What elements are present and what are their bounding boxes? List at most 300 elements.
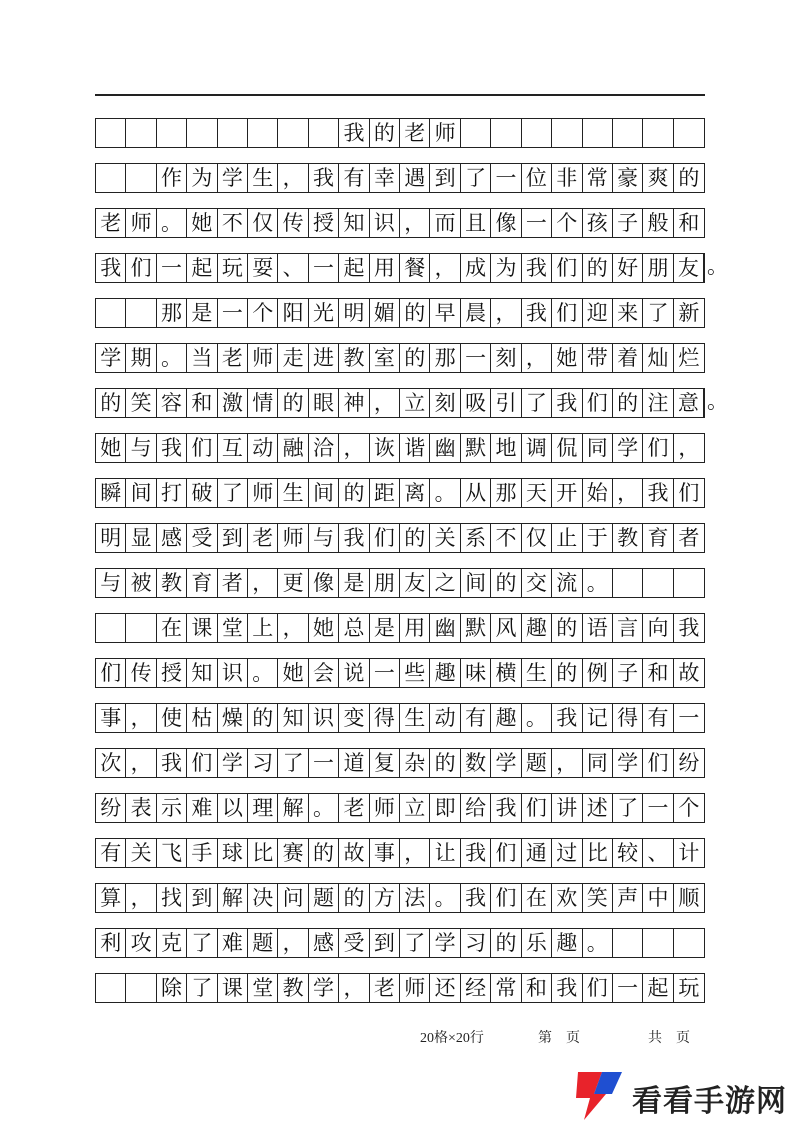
grid-cell: 我 [157,434,187,462]
grid-cell: 的 [248,704,278,732]
grid-cell: 学 [218,164,248,192]
grid-cell: 趣 [430,659,460,687]
grid-cell: 述 [583,794,613,822]
grid-cell: 数 [461,749,491,777]
grid-cell: 的 [400,524,430,552]
grid-cell: 的 [370,119,400,147]
grid-cell: 那 [157,299,187,327]
grid-cell: 从 [461,479,491,507]
grid-cell: 生 [400,704,430,732]
grid-cell [278,119,308,147]
grid-cell [674,569,704,597]
grid-cell: 们 [491,839,521,867]
grid-cell: 的 [613,389,643,417]
grid-cell: 成 [461,254,491,282]
page-number-label: 第 页 [538,1031,580,1046]
grid-cell: 理 [248,794,278,822]
grid-cell: 。 [157,209,187,237]
grid-row [95,208,705,238]
grid-cell: 眼 [309,389,339,417]
grid-cell: 会 [309,659,339,687]
grid-cell: 明 [96,524,126,552]
grid-cell: 题 [309,884,339,912]
grid-cell: 表 [126,794,156,822]
grid-cell [491,119,521,147]
grid-cell: 欢 [552,884,582,912]
grid-cell: 系 [461,524,491,552]
grid-cell: 们 [522,794,552,822]
grid-cell: 教 [278,974,308,1002]
grid-cell: 的 [583,254,613,282]
grid-cell: 、 [643,839,673,867]
grid-cell: 为 [491,254,521,282]
grid-cell: 了 [187,929,217,957]
grid-row [95,793,705,823]
grid-cell: 我 [678,615,700,640]
grid-cell: 是 [339,569,369,597]
grid-cell: 期 [126,344,156,372]
grid-cell: 起 [339,254,369,282]
grid-cell: 间 [461,569,491,597]
grid-cell: 感 [157,524,187,552]
grid-cell: 晨 [461,299,491,327]
grid-cell: 友 [400,569,430,597]
grid-cell: 幽 [430,614,460,642]
grid-cell: 止 [552,524,582,552]
grid-cell: 幽 [430,434,460,462]
grid-cell: 们 [552,299,582,327]
grid-cell: 作 [157,164,187,192]
grid-cell: 立 [400,794,430,822]
grid-cell: 趣 [552,929,582,957]
grid-cell: 记 [583,704,613,732]
grid-cell: 总 [339,614,369,642]
grid-cell: 球 [218,839,248,867]
grid-cell: 我 [339,524,369,552]
grid-cell: 。 [430,884,460,912]
grid-cell: 育 [187,569,217,597]
grid-cell: 像 [309,569,339,597]
grid-spec: 20格×20行 [420,1031,484,1046]
grid-cell [674,119,704,147]
grid-cell: 生 [248,164,278,192]
grid-cell: 爽 [643,164,673,192]
grid-cell: 习 [248,749,278,777]
grid-cell: 来 [613,299,643,327]
grid-cell: 融 [278,434,308,462]
grid-cell: 一 [309,749,339,777]
grid-cell: 赛 [278,839,308,867]
grid-cell [187,119,217,147]
grid-cell: 除 [157,974,187,1002]
grid-cell: 和 [643,659,673,687]
grid-cell: 意 [674,389,704,417]
grid-cell [126,614,156,642]
grid-cell: 我 [157,749,187,777]
grid-cell: 声 [613,884,643,912]
grid-cell: 交 [522,569,552,597]
grid-cell: 中 [643,884,673,912]
grid-cell: 容 [157,389,187,417]
grid-cell [643,569,673,597]
grid-cell: 关 [430,524,460,552]
grid-cell: 让 [430,839,460,867]
grid-cell: 难 [187,794,217,822]
grid-cell: ， [278,164,308,192]
grid-cell: 受 [339,929,369,957]
grid-cell: 媚 [370,299,400,327]
grid-cell: 被 [126,569,156,597]
grid-cell: 语 [583,614,613,642]
grid-cell: 我 [552,704,582,732]
grid-cell [157,119,187,147]
grid-cell: 比 [248,839,278,867]
grid-cell: 孩 [583,209,613,237]
grid-cell: ， [613,479,643,507]
grid-cell: 们 [643,434,673,462]
grid-cell: 朋 [370,569,400,597]
grid-cell: 。 [583,929,613,957]
grid-cell: 到 [370,929,400,957]
grid-cell: 进 [309,344,339,372]
grid-cell: 们 [126,254,156,282]
grid-cell: 一 [613,974,643,1002]
grid-cell [552,119,582,147]
grid-cell: 幸 [370,164,400,192]
grid-cell [126,164,156,192]
grid-row [95,523,705,553]
grid-cell: 些 [400,659,430,687]
grid-cell [126,974,156,1002]
grid-cell: 而 [430,209,460,237]
grid-cell: ， [126,704,156,732]
grid-cell [218,119,248,147]
grid-cell: 间 [126,479,156,507]
grid-cell: 的 [96,389,126,417]
grid-cell: 同 [583,749,613,777]
grid-cell: 有 [96,839,126,867]
grid-cell: 们 [491,884,521,912]
grid-cell: 情 [248,389,278,417]
grid-cell: 打 [157,479,187,507]
grid-cell: 光 [309,299,339,327]
grid-cell: 用 [400,614,430,642]
grid-cell: 课 [187,614,217,642]
grid-cell: 有 [461,704,491,732]
grid-cell: 们 [187,749,217,777]
grid-cell: 诙 [370,434,400,462]
grid-cell: 了 [187,974,217,1002]
grid-cell: 通 [522,839,552,867]
grid-cell: 师 [400,974,430,1002]
grid-cell: 的 [430,749,460,777]
grid-row [95,118,705,148]
grid-cell: 们 [96,659,126,687]
grid-cell: ， [400,839,430,867]
grid-cell: 知 [187,659,217,687]
grid-cell: 调 [522,434,552,462]
grid-cell: 堂 [248,974,278,1002]
grid-cell: 师 [248,479,278,507]
grid-cell: 经 [461,974,491,1002]
grid-cell: 我 [339,119,369,147]
grid-cell [126,119,156,147]
grid-cell: 知 [278,704,308,732]
grid-cell: 杂 [400,749,430,777]
grid-cell: ， [552,749,582,777]
grid-cell: 关 [126,839,156,867]
grid-cell: 一 [678,705,700,730]
grid-cell: 我 [522,299,552,327]
grid-cell: 找 [157,884,187,912]
grid-cell: 故 [339,839,369,867]
grid-cell: 即 [430,794,460,822]
grid-cell: 生 [522,659,552,687]
grid-cell: 仅 [248,209,278,237]
grid-cell: 她 [187,209,217,237]
grid-cell: 笑 [126,389,156,417]
grid-cell: 例 [583,659,613,687]
grid-cell: 豪 [613,164,643,192]
grid-cell: 教 [613,524,643,552]
grid-cell: 示 [157,794,187,822]
grid-cell: 们 [678,480,700,505]
grid-cell: 她 [552,344,582,372]
grid-cell: 课 [218,974,248,1002]
grid-cell: 燥 [218,704,248,732]
grid-cell: 像 [491,209,521,237]
grid-cell: 受 [187,524,217,552]
grid-cell: 那 [491,479,521,507]
grid-cell: 比 [583,839,613,867]
grid-cell: 有 [643,704,673,732]
grid-cell: 风 [491,614,521,642]
grid-cell: 了 [400,929,430,957]
grid-cell: 们 [187,434,217,462]
grid-cell: 我 [461,839,491,867]
grid-cell: 仅 [522,524,552,552]
grid-cell: 事 [96,704,126,732]
grid-cell: 于 [583,524,613,552]
grid-cell: 更 [278,569,308,597]
grid-cell: 横 [491,659,521,687]
grid-cell: 与 [309,524,339,552]
grid-cell: 传 [126,659,156,687]
grid-cell: ， [491,299,521,327]
grid-row [95,658,705,688]
grid-cell: 的 [339,479,369,507]
grid-cell: 问 [278,884,308,912]
grid-cell: 事 [370,839,400,867]
grid-cell: 趣 [522,614,552,642]
grid-cell [126,299,156,327]
grid-cell: 老 [370,974,400,1002]
grid-cell: 师 [248,344,278,372]
grid-cell: 为 [187,164,217,192]
grid-cell: 激 [218,389,248,417]
grid-cell: 侃 [552,434,582,462]
site-logo [572,1066,792,1122]
grid-cell: 的 [400,299,430,327]
grid-cell: 的 [678,165,700,190]
grid-row [95,298,705,328]
grid-cell: 她 [278,659,308,687]
grid-cell: 位 [522,164,552,192]
grid-cell: 显 [126,524,156,552]
grid-cell: 默 [461,614,491,642]
grid-cell: 室 [370,344,400,372]
grid-cell: 瞬 [96,479,126,507]
grid-cell: 烂 [678,345,700,370]
manuscript-grid [95,118,728,1018]
grid-cell: 个 [552,209,582,237]
grid-cell: 传 [278,209,308,237]
grid-cell: 始 [583,479,613,507]
grid-cell: ， [339,434,369,462]
grid-row [95,478,705,508]
grid-cell: 用 [370,254,400,282]
grid-cell: ， [522,344,552,372]
grid-cell: 题 [248,929,278,957]
grid-cell: 那 [430,344,460,372]
grid-cell: 朋 [643,254,673,282]
grid-cell: 学 [613,434,643,462]
grid-cell: 和 [678,210,700,235]
grid-cell: 我 [552,974,582,1002]
grid-cell: 说 [339,659,369,687]
grid-cell [583,119,613,147]
grid-cell: 攻 [126,929,156,957]
grid-cell: 们 [643,749,673,777]
grid-cell: 了 [461,164,491,192]
grid-cell: 得 [613,704,643,732]
grid-cell: 趣 [491,704,521,732]
grid-cell: 与 [96,569,126,597]
grid-cell: 解 [278,794,308,822]
grid-cell: 起 [187,254,217,282]
grid-cell: 利 [96,929,126,957]
grid-cell: 了 [613,794,643,822]
grid-cell: 学 [309,974,339,1002]
grid-row [95,748,705,778]
grid-cell: 的 [552,614,582,642]
grid-cell: 破 [187,479,217,507]
grid-cell: 与 [126,434,156,462]
grid-cell: 。 [157,344,187,372]
grid-cell: 到 [430,164,460,192]
grid-cell: 流 [552,569,582,597]
grid-cell: 她 [96,434,126,462]
grid-cell: 一 [491,164,521,192]
grid-cell [522,119,552,147]
grid-cell: 克 [157,929,187,957]
grid-cell [643,119,673,147]
grid-cell: 不 [491,524,521,552]
grid-cell: 遇 [400,164,430,192]
grid-cell: 者 [218,569,248,597]
grid-cell [96,119,126,147]
grid-cell [674,929,704,957]
grid-cell: 育 [643,524,673,552]
grid-cell: 们 [583,389,613,417]
grid-cell: 给 [461,794,491,822]
grid-cell: 使 [157,704,187,732]
grid-cell: 法 [400,884,430,912]
grid-cell: 识 [370,209,400,237]
grid-cell: 般 [643,209,673,237]
grid-cell: 引 [491,389,521,417]
grid-cell: 我 [522,254,552,282]
grid-cell: 的 [552,659,582,687]
grid-cell: 的 [278,389,308,417]
grid-cell: 一 [643,794,673,822]
grid-cell: 我 [643,479,673,507]
grid-cell: 。 [248,659,278,687]
grid-cell: 我 [96,254,126,282]
grid-cell: 老 [248,524,278,552]
grid-cell: ， [248,569,278,597]
grid-cell: 师 [370,794,400,822]
grid-cell: 者 [678,525,700,550]
grid-cell: 老 [218,344,248,372]
grid-cell [248,119,278,147]
grid-cell: 手 [187,839,217,867]
grid-cell: 学 [218,749,248,777]
grid-cell: 学 [613,749,643,777]
grid-cell: ， [126,749,156,777]
grid-cell: 一 [370,659,400,687]
grid-cell: 学 [96,344,126,372]
grid-cell: ， [678,435,700,460]
grid-cell: 谐 [400,434,430,462]
grid-cell: 是 [187,299,217,327]
grid-cell: 的 [491,569,521,597]
grid-cell: 神 [339,389,369,417]
grid-cell: 常 [583,164,613,192]
grid-cell: 难 [218,929,248,957]
grid-cell: 识 [218,659,248,687]
grid-cell: 洽 [309,434,339,462]
grid-cell: 常 [491,974,521,1002]
grid-cell: 早 [430,299,460,327]
grid-cell: 新 [678,300,700,325]
grid-cell: 以 [218,794,248,822]
grid-cell: ， [126,884,156,912]
grid-cell: 授 [309,209,339,237]
grid-cell: 个 [248,299,278,327]
grid-cell: 我 [461,884,491,912]
grid-cell: 言 [613,614,643,642]
grid-cell: 地 [491,434,521,462]
grid-cell: 非 [552,164,582,192]
grid-cell: 们 [552,254,582,282]
grid-cell: 我 [309,164,339,192]
grid-cell: 复 [370,749,400,777]
grid-cell: 的 [491,929,521,957]
grid-cell: 较 [613,839,643,867]
grid-cell: 学 [430,929,460,957]
grid-cell: 不 [218,209,248,237]
grid-row [95,388,728,418]
grid-cell: ， [370,389,400,417]
grid-cell: 次 [96,749,126,777]
grid-cell: 讲 [552,794,582,822]
grid-cell: 在 [522,884,552,912]
grid-cell: 老 [339,794,369,822]
grid-cell: 纷 [96,794,126,822]
grid-cell: 注 [643,389,673,417]
grid-cell: 枯 [187,704,217,732]
